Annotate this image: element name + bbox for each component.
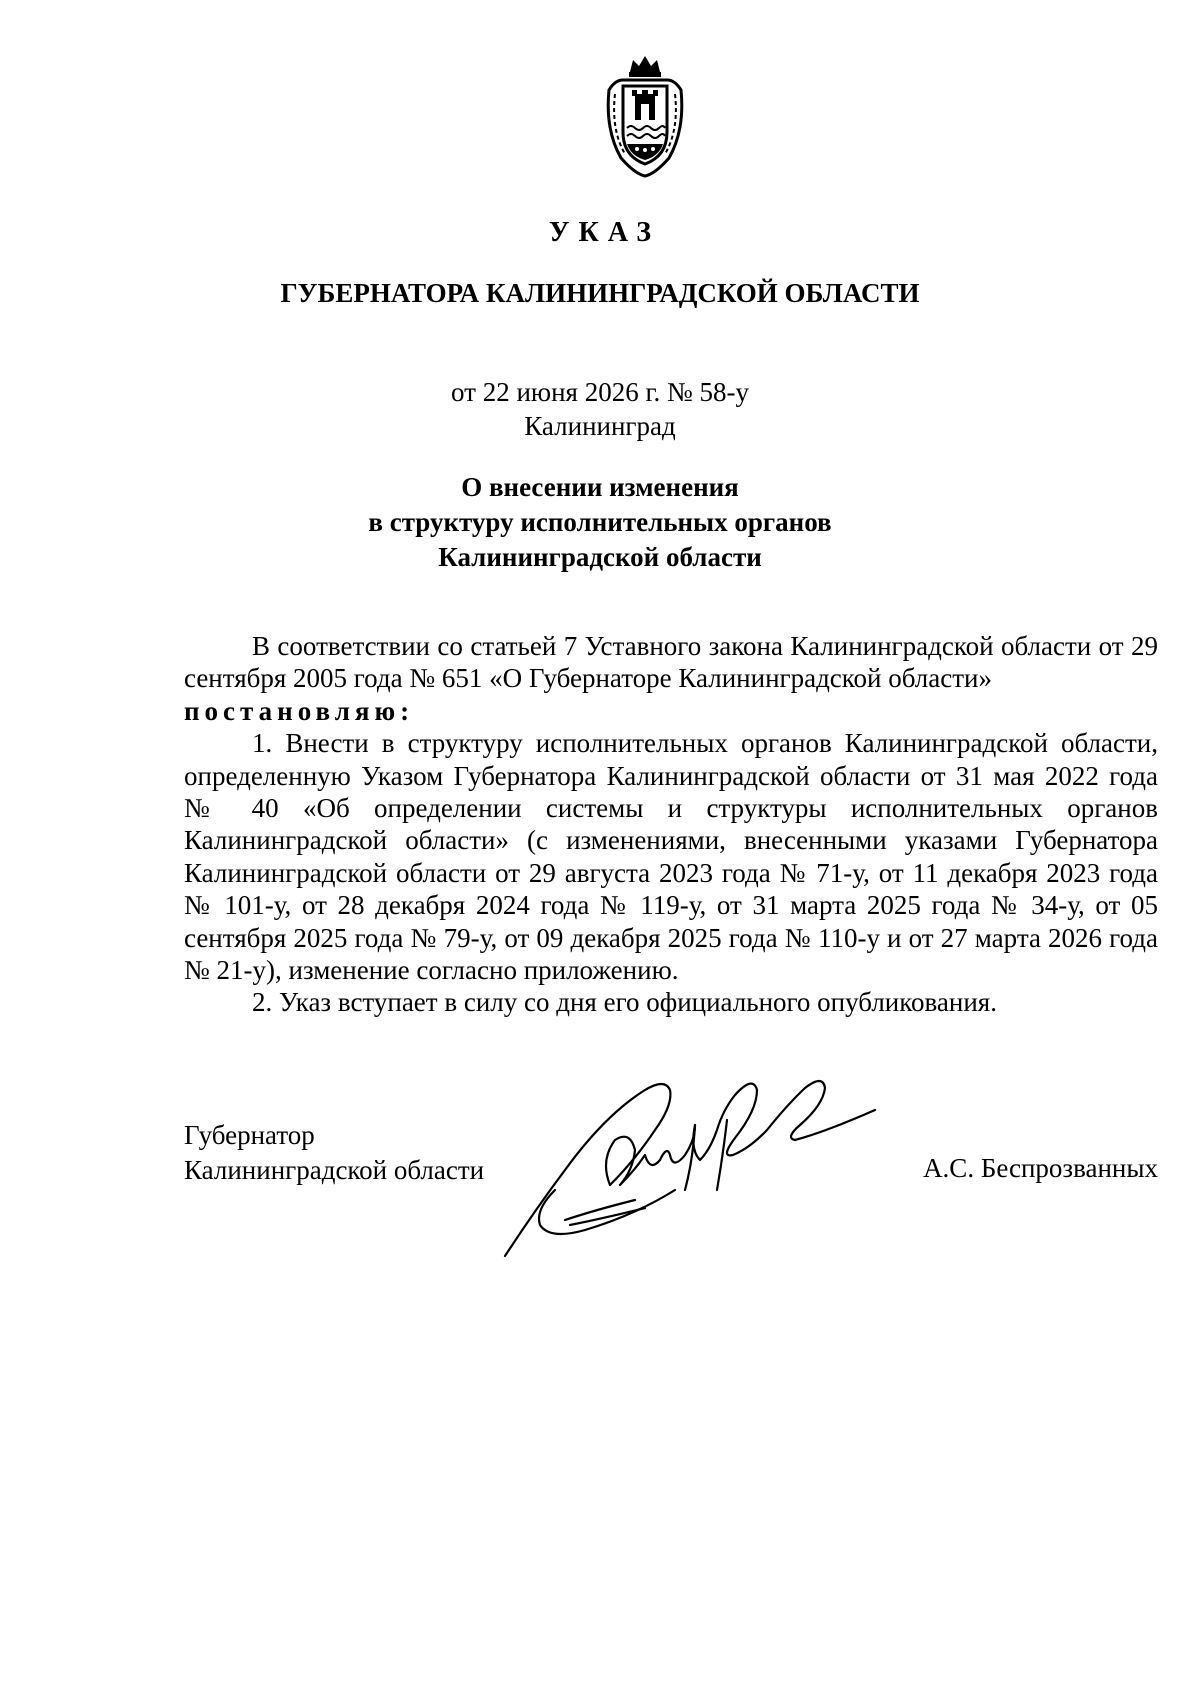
date-day: 22: [482, 377, 510, 407]
document-type: УКАЗ: [548, 217, 661, 248]
signatory-position: [184, 1118, 484, 1188]
date-month: июня: [516, 377, 578, 407]
handwritten-signature-icon: [495, 1060, 915, 1260]
document-number: № 58-у: [666, 377, 749, 407]
document-date-line: [0, 377, 1200, 408]
item-2-paragraph: 2. Указ вступает в силу со дня его официального опубликования.: [252, 987, 997, 1018]
document-issuer: ГУБЕРНАТОРА КАЛИНИНГРАДСКОЙ ОБЛАСТИ: [280, 278, 920, 308]
document-body: [184, 630, 1158, 1019]
position-line-1: Губернатор: [184, 1120, 315, 1150]
date-prefix: от: [451, 377, 476, 407]
position-line-2: Калининградской области: [184, 1155, 485, 1185]
preamble-paragraph: В соответствии со статьей 7 Уставного закона Калининградской области от 29 сентября 2005 года № 651 «О Губернаторе Калининградской области»: [184, 631, 1158, 694]
item-1-paragraph: 1. Внести в структуру исполнительных органов Калининградской области, определенную Указом Губернатора Калининградской области от 31 мая 2022 года № 40 «Об определении системы и структуры исполнительных органов Калининградской области» (с изменениями, внесенными указами Губернатора Калининградской области от 29 августа 2023 года № 71-у, от 11 декабря 2023 года № 101-у, от 28 декабря 2024 года № 119-у, от 31 марта 2025 года № 34-у, от 05 сентября 2025 года № 79-у, от 09 декабря 2025 года № 110-у и от 27 марта 2026 года № 21-у), изменение согласно приложению.: [184, 728, 1158, 986]
decree-word: постановляю:: [184, 695, 415, 726]
coat-of-arms-icon: [595, 50, 695, 178]
document-subject: [0, 470, 1200, 575]
document-place: Калининград: [524, 411, 676, 441]
date-year: 2026 г.: [584, 377, 661, 407]
signatory-name: А.С. Беспрозванных: [923, 1153, 1158, 1183]
subject-line-2: в структуру исполнительных органов: [368, 507, 832, 537]
subject-line-1: О внесении изменения: [461, 472, 739, 502]
subject-line-3: Калининградской области: [438, 542, 762, 572]
